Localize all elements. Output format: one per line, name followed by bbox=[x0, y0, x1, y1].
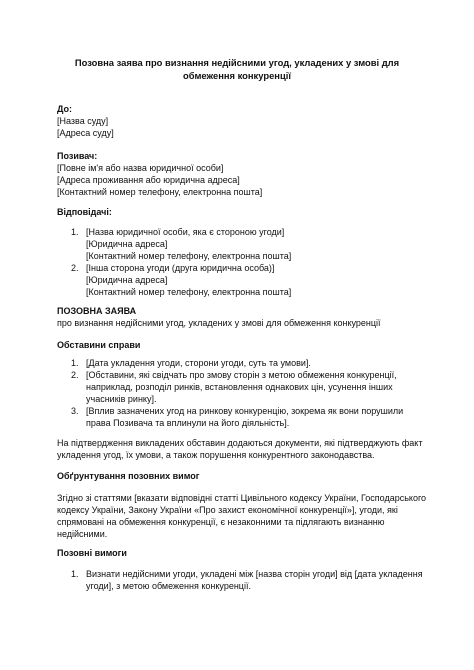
court-name: [Назва суду] bbox=[57, 116, 109, 126]
plaintiff-section bbox=[57, 150, 427, 198]
defendant-name: [Інша сторона угоди (друга юридична особа)] bbox=[86, 263, 275, 273]
list-item bbox=[57, 405, 427, 429]
defendant-contact: [Контактний номер телефону, електронна пошта] bbox=[86, 287, 292, 297]
defendants-list bbox=[57, 226, 427, 298]
justification-body bbox=[57, 492, 427, 540]
list-number: 1. bbox=[71, 569, 79, 579]
list-text: наприклад, розподіл ринків, встановлення однакових цін, усунення інших bbox=[86, 382, 393, 392]
list-text: учасників ринку]. bbox=[86, 394, 157, 404]
list-item bbox=[57, 568, 427, 592]
list-item bbox=[57, 262, 427, 298]
list-text: угоди], з метою обмеження конкуренції. bbox=[86, 581, 251, 591]
list-text: [Обставини, які свідчать про змову сторін з метою обмеження конкуренції, bbox=[86, 370, 397, 380]
circumstances-conclusion bbox=[57, 437, 427, 461]
paragraph-line: укладення угод, їх умови, а також порушення конкурентного законодавства. bbox=[57, 450, 375, 460]
list-item bbox=[57, 357, 427, 369]
circumstances-heading: Обставини справи bbox=[57, 340, 141, 350]
title-line: обмеження конкуренції bbox=[183, 70, 291, 81]
claim-section bbox=[57, 305, 427, 329]
paragraph-line: Згідно зі статтями [вказати відповідні статті Цивільного кодексу України, Господарського bbox=[57, 493, 427, 503]
defendants-section bbox=[57, 206, 427, 218]
list-number: 1. bbox=[71, 227, 79, 237]
defendant-contact: [Контактний номер телефону, електронна пошта] bbox=[86, 251, 292, 261]
to-heading: До: bbox=[57, 104, 73, 114]
document-title bbox=[50, 56, 424, 82]
list-item bbox=[57, 226, 427, 262]
list-text: [Дата укладення угоди, сторони угоди, суть та умови]. bbox=[86, 358, 311, 368]
plaintiff-contact: [Контактний номер телефону, електронна пошта] bbox=[57, 187, 263, 197]
court-address: [Адреса суду] bbox=[57, 128, 114, 138]
demands-heading: Позовні вимоги bbox=[57, 548, 127, 558]
justification-section bbox=[57, 470, 427, 482]
paragraph-line: спрямовані на обмеження конкуренції, є незаконними та підлягають визнанню bbox=[57, 517, 385, 527]
defendant-address: [Юридична адреса] bbox=[86, 275, 168, 285]
list-number: 2. bbox=[71, 263, 79, 273]
paragraph-line: недійсними. bbox=[57, 529, 108, 539]
list-text: права Позивача та вплинули на його діяльність]. bbox=[86, 418, 290, 428]
claim-heading: ПОЗОВНА ЗАЯВА bbox=[57, 306, 137, 316]
defendants-heading: Відповідачі: bbox=[57, 207, 112, 217]
justification-heading: Обґрунтування позовних вимог bbox=[57, 471, 200, 481]
list-item bbox=[57, 369, 427, 405]
to-section bbox=[57, 103, 427, 139]
paragraph-line: На підтвердження викладених обставин додаються документи, які підтверджують факт bbox=[57, 438, 423, 448]
demands-section bbox=[57, 547, 427, 559]
plaintiff-name: [Повне ім'я або назва юридичної особи] bbox=[57, 163, 224, 173]
list-number: 2. bbox=[71, 370, 79, 380]
title-line: Позовна заява про визнання недійсними угод, укладених у змові для bbox=[74, 57, 400, 68]
list-number: 1. bbox=[71, 358, 79, 368]
list-text: [Вплив зазначених угод на ринкову конкуренцію, зокрема як вони порушили bbox=[86, 406, 404, 416]
plaintiff-heading: Позивач: bbox=[57, 151, 98, 161]
circumstances-section bbox=[57, 339, 427, 351]
circumstances-list bbox=[57, 357, 427, 429]
demands-list bbox=[57, 568, 427, 592]
claim-subtitle: про визнання недійсними угод, укладених у змові для обмеження конкуренції bbox=[57, 318, 381, 328]
paragraph-line: кодексу України, Закону України «Про захист економічної конкуренції»], угоди, які bbox=[57, 505, 398, 515]
list-number: 3. bbox=[71, 406, 79, 416]
defendant-name: [Назва юридичної особи, яка є стороною угоди] bbox=[86, 227, 285, 237]
defendant-address: [Юридична адреса] bbox=[86, 239, 168, 249]
plaintiff-address: [Адреса проживання або юридична адреса] bbox=[57, 175, 240, 185]
list-text: Визнати недійсними угоди, укладені між [назва сторін угоди] від [дата укладення bbox=[86, 569, 423, 579]
